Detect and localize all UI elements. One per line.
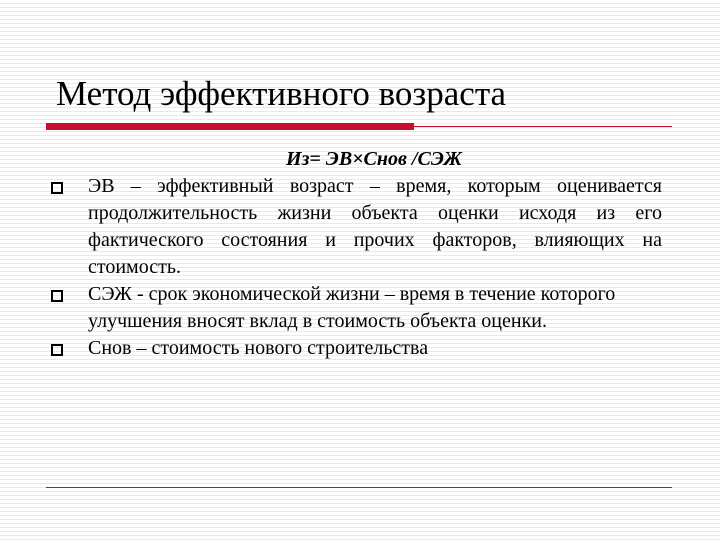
bullet-text: СЭЖ - срок экономической жизни – время в течение которого улучшения вносят вклад в стоимость объекта оценки. <box>88 283 616 332</box>
square-bullet-icon <box>51 344 63 356</box>
title-underline-thin <box>414 126 672 127</box>
square-bullet-icon <box>51 182 63 194</box>
square-bullet-icon <box>51 290 63 302</box>
slide-title: Метод эффективного возраста <box>56 74 507 113</box>
footer-rule <box>46 487 672 488</box>
bullet-item <box>50 335 662 362</box>
bullet-text: Снов – стоимость нового строительства <box>88 337 429 359</box>
bullet-item <box>50 173 662 281</box>
bullet-item <box>50 281 662 335</box>
title-underline-thick <box>46 123 414 130</box>
formula: Из= ЭВ×Снов /СЭЖ <box>286 148 462 170</box>
bullet-list <box>50 173 662 362</box>
bullet-text: ЭВ – эффективный возраст – время, которым оценивается продолжительность жизни объекта оценки исходя из его фактического состояния и прочих факторов, влияющих на стоимость. <box>88 175 662 278</box>
